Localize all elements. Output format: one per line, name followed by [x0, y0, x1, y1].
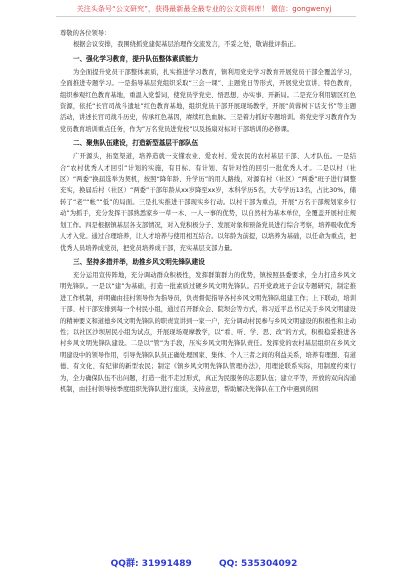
header-divider — [56, 16, 356, 17]
section-paragraph: 为全面提升党员干部整体素质，扎实推进学习教育，镇利用党史学习教育开展党员干部全覆盖学习，全面推进专题学习。一是指导基层党组织采取“三会一课”、主题党日等形式，开展党史宣讲、特色教育，组织参观红色教育基地，重温入党誓词，使党员学党史、悟思想、办实事、开新局。二是充分利用辖区红色资源，依托“长官司战斗遗址”红色教育基地，组织党员干部开展现场教学，开展“黄蓉树下话支书”等主题活动，讲述长官司战斗历史，传承红色基因，赓续红色血脉。三是着力抓好专题培训。将党史学习教育作为党员教育培训重点任务，作为“万名党员进党校”以及扬扇对标对干部培训的必修课。 — [60, 68, 356, 133]
document-body — [60, 26, 356, 395]
section-heading: 一、强化学习教育，提升队伍整体素质能力 — [73, 54, 199, 63]
intro-paragraph: 根据会议安排，我围绕抓党建促基层治理作交流发言，不妥之处，敬请批评指正。 — [73, 41, 300, 49]
footer-qq: QQ: 535304092 — [218, 559, 298, 569]
section-paragraph: 广开源头，拓宽渠道，培养造就一支懂农业、爱农村、爱农民的农村基层干部、人才队伍。一是结合“农村优秀人才回引”计划的实施，有目标、有计划、有针对性的回引一批优秀人才。二是以村（社区）“两委”换届选举为契机，按照“降年龄、升学历”的用人路线，对源有村（社区）“两委”班子进行调整充实，换届后村（社区）“两委”干部年龄从xx岁降至xx岁，本科学历5名，大专学历13名，占比30%，储转了“老”“帐”“低”的局面。三是扎实推进干部现实乡行动。以村干部为重点，开展“万名干部规划家乡行动”为抓手，充分发挥干部熟悉家乡一草一木、一人一事的优势，以自然村为基本单位，全覆盖开展村庄规划工作。四是根据镇基层各支部情况，对入党积极分子、发展对象和预备党员进行综合考察，培养吸收优秀人才入党。通过合理培养，让人才培养与使用相互结合。以年龄为前提，以培养为基础，以任命为重点，把优秀人员培养成党员，把党员培养成干部，充实基层支部力量。 — [60, 153, 356, 252]
section-heading: 二、聚焦队伍建设，打造新型基层干部队伍 — [73, 139, 199, 148]
section-paragraph: 充分运用宣传阵地，充分调动群众积极性，发挥群策群力的优势，镇按照县委要求，全力打造乡风文明先锋队。一是以“建”为基础，打造一批素质过硬乡风文明先锋队。召开党政班子会议专题研究，制定推进工作机制，并明确由挂村领导作为指导员，负责督促指导各村乡风文明先锋队组建工作；上下联动，培训干部、村干部安排到每一个村民小组，通过召开群众会、院坝会等方式，将习近平总书记关于乡风文明建设的精神要义和道德乡风文明先锋队的职责宣讲到一家一户，充分调动村民参与乡风文明建设的积极性和主动性；以社区沙坝居民小组为试点，开展现场观摩教学，以“看、听、学、思、改”的方式，积极稳妥推进各村乡风文明先锋队建设。二是以“管”为手段，压实乡风文明先锋队责任。发挥党的农村基层组织在乡风文明建设中的领导作用，引导先锋队队员正确处理国家、集体、个人三者之间的利益关系，培养有理想、有道德、有文化、有纪律的新型农民；制定《镇乡风文明先锋队管理办法》，用理论联系实际，用制度约束行为，全力确保队伍不出问题，打造一批不走过形式，真正为民服务的志愿队伍；建立平等，开放的双向沟通机制，由挂村领导按季度组织先锋队进行座谈，支持意思，帮助解决先锋队在工作中遇到的困 — [60, 271, 356, 393]
footer-contact — [0, 558, 408, 570]
header-banner: 关注头条号“公文研究”，获得最新最全最专业的公文资料库！ 微信：gongwenyj — [76, 5, 332, 13]
section-heading: 三、坚持多措并举，助推乡风文明先锋队建设 — [73, 257, 205, 266]
footer-qq-group: QQ群: 31991489 — [110, 559, 192, 569]
salutation: 尊敬的各位领导： — [60, 30, 111, 37]
